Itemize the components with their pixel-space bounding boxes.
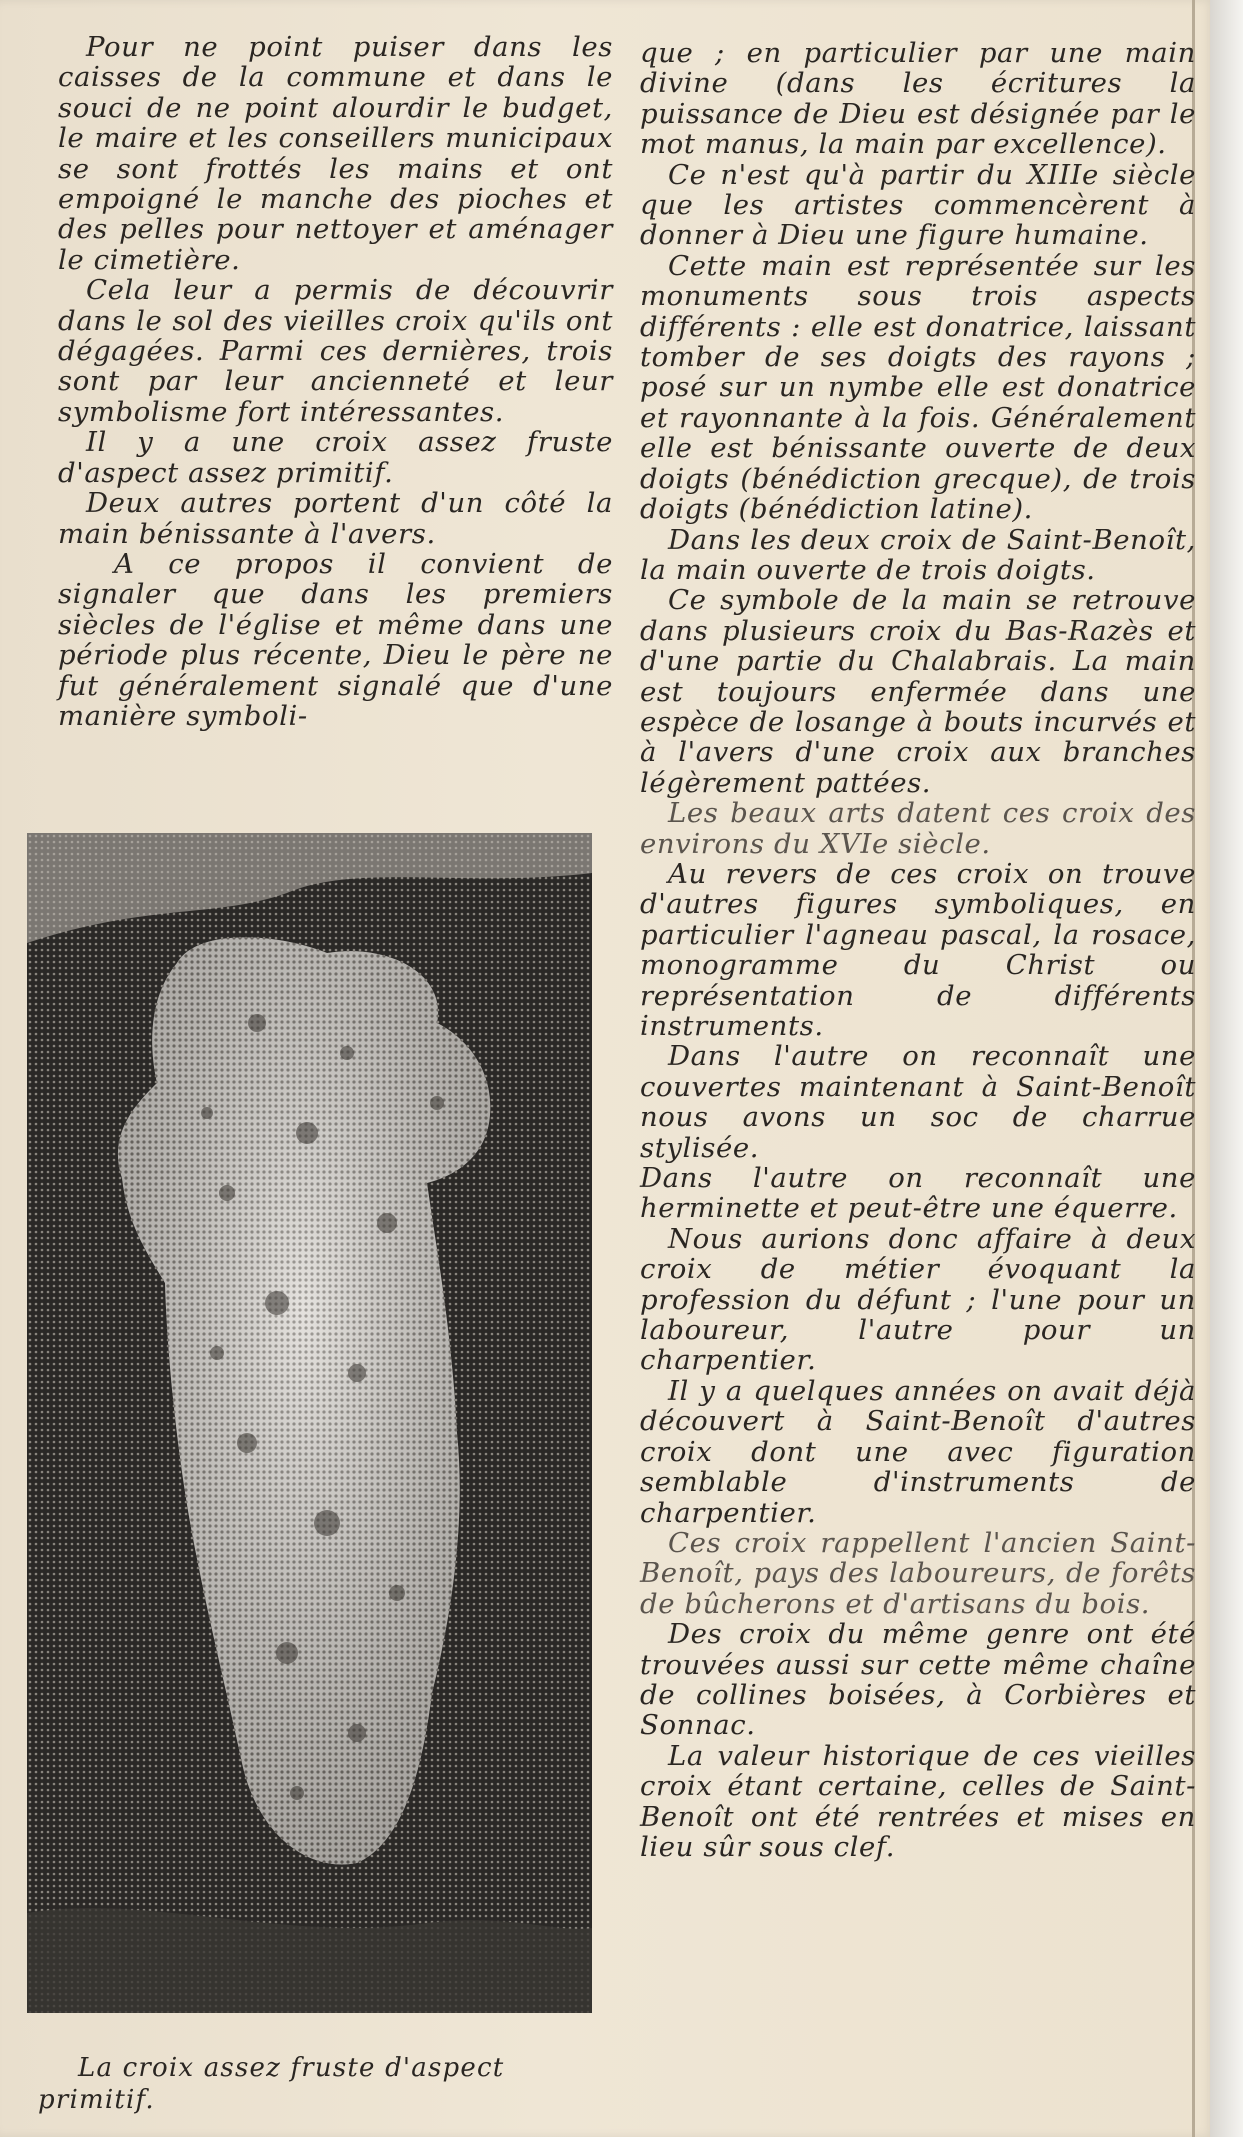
paragraph: Nous aurions donc affaire à deux croix de métier évoquant la profession du défunt ; l'une pour un laboureur, l'autre pour un charpentier. bbox=[640, 1222, 1196, 1377]
article-left-column bbox=[58, 32, 613, 731]
cross-photograph bbox=[27, 833, 592, 2013]
paragraph: Il y a une croix assez fruste d'aspect assez primitif. bbox=[58, 426, 613, 489]
paragraph: Deux autres portent d'un côté la main bénissante à l'avers. bbox=[58, 487, 613, 550]
article-right-column bbox=[640, 38, 1196, 1862]
paragraph: Les beaux arts datent ces croix des environs du XVIe siècle. bbox=[640, 797, 1196, 860]
paragraph: Cette main est représentée sur les monuments sous trois aspects différents : elle est donatrice, laissant tomber de ses doigts des rayons ; posé sur un nymbe elle est donatrice et rayonnante à la fois. Généralement elle est bénissante ouverte de deux doigts (bénédiction grecque), de trois doigts (bénédiction latine). bbox=[640, 249, 1196, 526]
paragraph: Ces croix rappellent l'ancien Saint-Benoît, pays des laboureurs, de forêts de bûcherons et d'artisans du bois. bbox=[640, 1526, 1196, 1620]
paragraph: que ; en particulier par une main divine (dans les écritures la puissance de Dieu est désignée par le mot manus, la main par excellence). bbox=[640, 37, 1196, 161]
paragraph: Des croix du même genre ont été trouvées aussi sur cette même chaîne de collines boisées, à Corbières et Sonnac. bbox=[640, 1618, 1196, 1742]
paragraph: Cela leur a permis de découvrir dans le sol des vieilles croix qu'ils ont dégagées. Parmi ces dernières, trois sont par leur ancienneté et leur symbolisme fort intéressantes. bbox=[58, 274, 613, 428]
paragraph: A ce propos il convient de signaler que dans les premiers siècles de l'église et même dans une période plus récente, Dieu le père ne fut généralement signalé que d'une manière symboli- bbox=[58, 547, 613, 732]
paragraph: Dans les deux croix de Saint-Benoît, la main ouverte de trois doigts. bbox=[640, 523, 1196, 586]
paragraph: Ce symbole de la main se retrouve dans plusieurs croix du Bas-Razès et d'une partie du Chalabrais. La main est toujours enfermée dans une espèce de losange à bouts incurvés et à l'avers d'une croix aux branches légèrement pattées. bbox=[640, 584, 1196, 799]
paragraph: Il y a quelques années on avait déjà découvert à Saint-Benoît d'autres croix dont une avec figuration semblable d'instruments de charpentier. bbox=[640, 1374, 1196, 1529]
paragraph: Au revers de ces croix on trouve d'autres figures symboliques, en particulier l'agneau pascal, la rosace, monogramme du Christ ou représentation de différents instruments. bbox=[640, 857, 1196, 1042]
paragraph: Ce n'est qu'à partir du XIIIe siècle que les artistes commencèrent à donner à Dieu une figure humaine. bbox=[640, 158, 1196, 252]
paragraph: Pour ne point puiser dans les caisses de la commune et dans le souci de ne point alourdir le budget, le maire et les conseillers municipaux se sont frottés les mains et ont empoigné le manche des pioches et des pelles pour nettoyer et aménager le cimetière. bbox=[58, 31, 613, 276]
photo-caption: La croix assez fruste d'aspect primitif. bbox=[38, 2053, 505, 2115]
paragraph: Dans l'autre on reconnaît une couvertes maintenant à Saint-Benoît nous avons un soc de charrue stylisée. bbox=[640, 1040, 1196, 1164]
scan-edge bbox=[1210, 0, 1243, 2137]
paragraph: Dans l'autre on reconnaît une herminette et peut-être une équerre. bbox=[640, 1162, 1196, 1225]
paragraph: La valeur historique de ces vieilles croix étant certaine, celles de Saint-Benoît ont été rentrées et mises en lieu sûr sous clef. bbox=[640, 1739, 1196, 1863]
